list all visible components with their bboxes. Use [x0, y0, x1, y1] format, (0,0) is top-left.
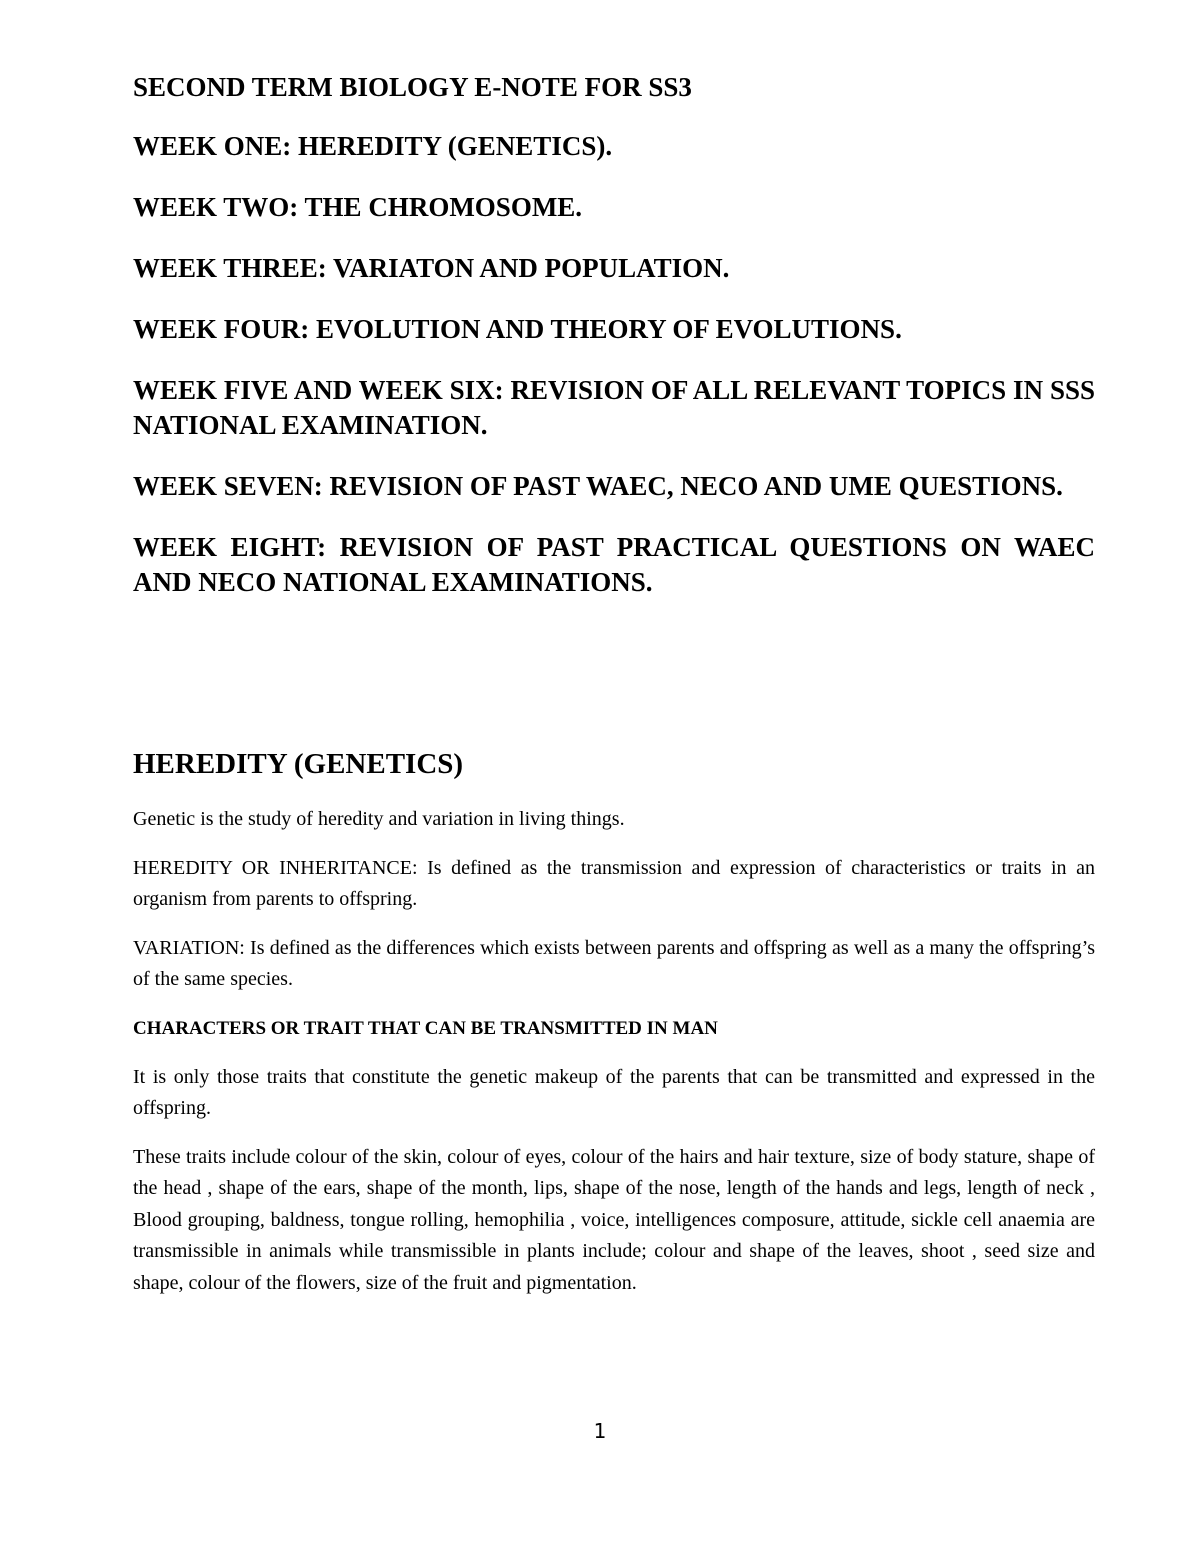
- week-three-heading: WEEK THREE: VARIATON AND POPULATION.: [133, 253, 730, 283]
- variation-definition: VARIATION: Is defined as the differences which exists between parents and offspring as well as a many the offspring’s of the same species.: [133, 936, 1095, 990]
- traits-intro-paragraph: It is only those traits that constitute the genetic makeup of the parents that can be transmitted and expressed in the offspring.: [133, 1065, 1095, 1119]
- heredity-section: [133, 744, 1095, 1316]
- week-five-six-heading: WEEK FIVE AND WEEK SIX: REVISION OF ALL RELEVANT TOPICS IN SSS NATIONAL EXAMINATION.: [133, 375, 1095, 440]
- week-four-heading: WEEK FOUR: EVOLUTION AND THEORY OF EVOLUTIONS.: [133, 314, 902, 344]
- traits-list-paragraph: These traits include colour of the skin, colour of eyes, colour of the hairs and hair texture, size of body stature, shape of the head , shape of the ears, shape of the month, lips, shape of the nose, length of the hands and legs, length of neck , Blood grouping, baldness, tongue rolling, hemophilia , voice, intelligences composure, attitude, sickle cell anaemia are transmissible in animals while transmissible in plants include; colour and shape of the leaves, shoot , seed size and shape, colour of the flowers, size of the fruit and pigmentation.: [133, 1145, 1095, 1294]
- week-seven-heading: WEEK SEVEN: REVISION OF PAST WAEC, NECO AND UME QUESTIONS.: [133, 471, 1063, 501]
- week-one-heading: WEEK ONE: HEREDITY (GENETICS).: [133, 131, 613, 161]
- week-eight-heading: WEEK EIGHT: REVISION OF PAST PRACTICAL QUESTIONS ON WAEC AND NECO NATIONAL EXAMINATIONS.: [133, 532, 1095, 597]
- week-headings: [133, 70, 1095, 626]
- page-number: 1: [593, 1419, 607, 1443]
- section-title: HEREDITY (GENETICS): [133, 748, 464, 780]
- traits-subheading: CHARACTERS OR TRAIT THAT CAN BE TRANSMITTED IN MAN: [133, 1017, 718, 1039]
- heredity-definition: HEREDITY OR INHERITANCE: Is defined as the transmission and expression of characteristics or traits in an organism from parents to offspring.: [133, 856, 1095, 910]
- document-title: SECOND TERM BIOLOGY E-NOTE FOR SS3: [133, 72, 692, 102]
- week-two-heading: WEEK TWO: THE CHROMOSOME.: [133, 192, 583, 222]
- genetics-definition: Genetic is the study of heredity and variation in living things.: [133, 808, 625, 830]
